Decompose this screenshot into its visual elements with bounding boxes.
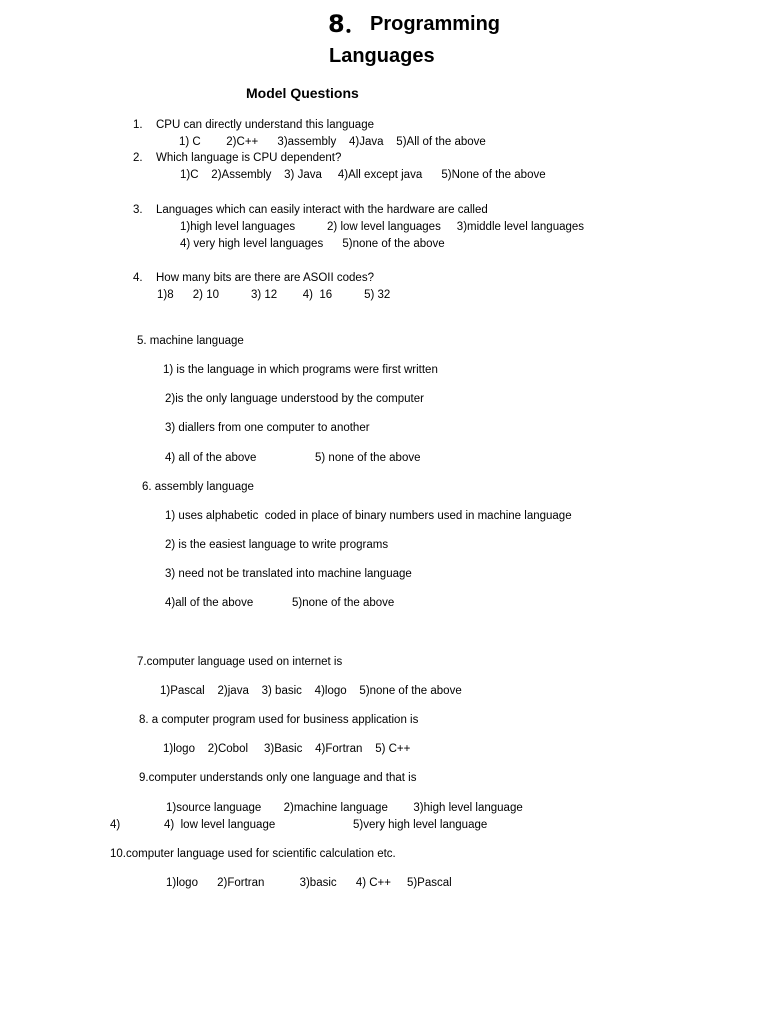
question-8-options: 1)logo 2)Cobol 3)Basic 4)Fortran 5) C++ [163,743,411,755]
question-2-text: Which language is CPU dependent? [156,152,342,164]
question-5-option-1: 1) is the language in which programs were first written [163,364,438,376]
question-4-number: 4. [133,272,143,284]
question-5-option-4: 4) all of the above [165,452,257,464]
question-6-option-4: 4)all of the above [165,597,254,609]
question-6-option-2: 2) is the easiest language to write programs [165,539,389,551]
question-5-text: 5. machine language [137,335,244,347]
question-9-text: 9.computer understands only one language and that is [139,772,417,784]
question-10-options: 1)logo 2)Fortran 3)basic 4) C++ 5)Pascal [166,877,452,889]
question-4-options: 1)8 2) 10 3) 12 4) 16 5) 32 [157,289,391,301]
question-2-number: 2. [133,152,143,164]
question-7-options: 1)Pascal 2)java 3) basic 4)logo 5)none of the above [160,685,462,697]
question-5-option-5: 5) none of the above [315,452,421,464]
section-heading: Model Questions [246,85,359,101]
question-6-option-1: 1) uses alphabetic coded in place of binary numbers used in machine language [165,510,572,522]
question-4-text: How many bits are there are ASOII codes? [156,272,374,284]
chapter-number: 8． [328,10,369,38]
question-10-text: 10.computer language used for scientific calculation etc. [110,848,396,860]
question-1-options: 1) C 2)C++ 3)assembly 4)Java 5)All of the above [179,136,486,148]
question-9-option-4: 4) low level language [164,819,276,831]
question-5-option-2: 2)is the only language understood by the computer [165,393,424,405]
question-6-option-5: 5)none of the above [292,597,395,609]
question-5-option-3: 3) diallers from one computer to another [165,422,370,434]
page-title-line1: Programming [370,13,501,35]
question-3-number: 3. [133,204,143,216]
question-3-text: Languages which can easily interact with the hardware are called [156,204,488,216]
question-1-number: 1. [133,119,143,131]
question-8-text: 8. a computer program used for business application is [139,714,419,726]
question-1-text: CPU can directly understand this language [156,119,374,131]
question-6-text: 6. assembly language [142,481,254,493]
question-9-stray-marker: 4) [110,819,121,831]
page-title-line2: Languages [329,45,435,67]
question-7-text: 7.computer language used on internet is [137,656,343,668]
question-9-options-line1: 1)source language 2)machine language 3)high level language [166,802,523,814]
question-3-options-line2: 4) very high level languages 5)none of the above [180,238,445,250]
question-2-options: 1)C 2)Assembly 3) Java 4)All except java 5)None of the above [180,169,546,181]
question-6-option-3: 3) need not be translated into machine language [165,568,412,580]
question-3-options-line1: 1)high level languages 2) low level languages 3)middle level languages [180,221,585,233]
question-9-option-5: 5)very high level language [353,819,488,831]
